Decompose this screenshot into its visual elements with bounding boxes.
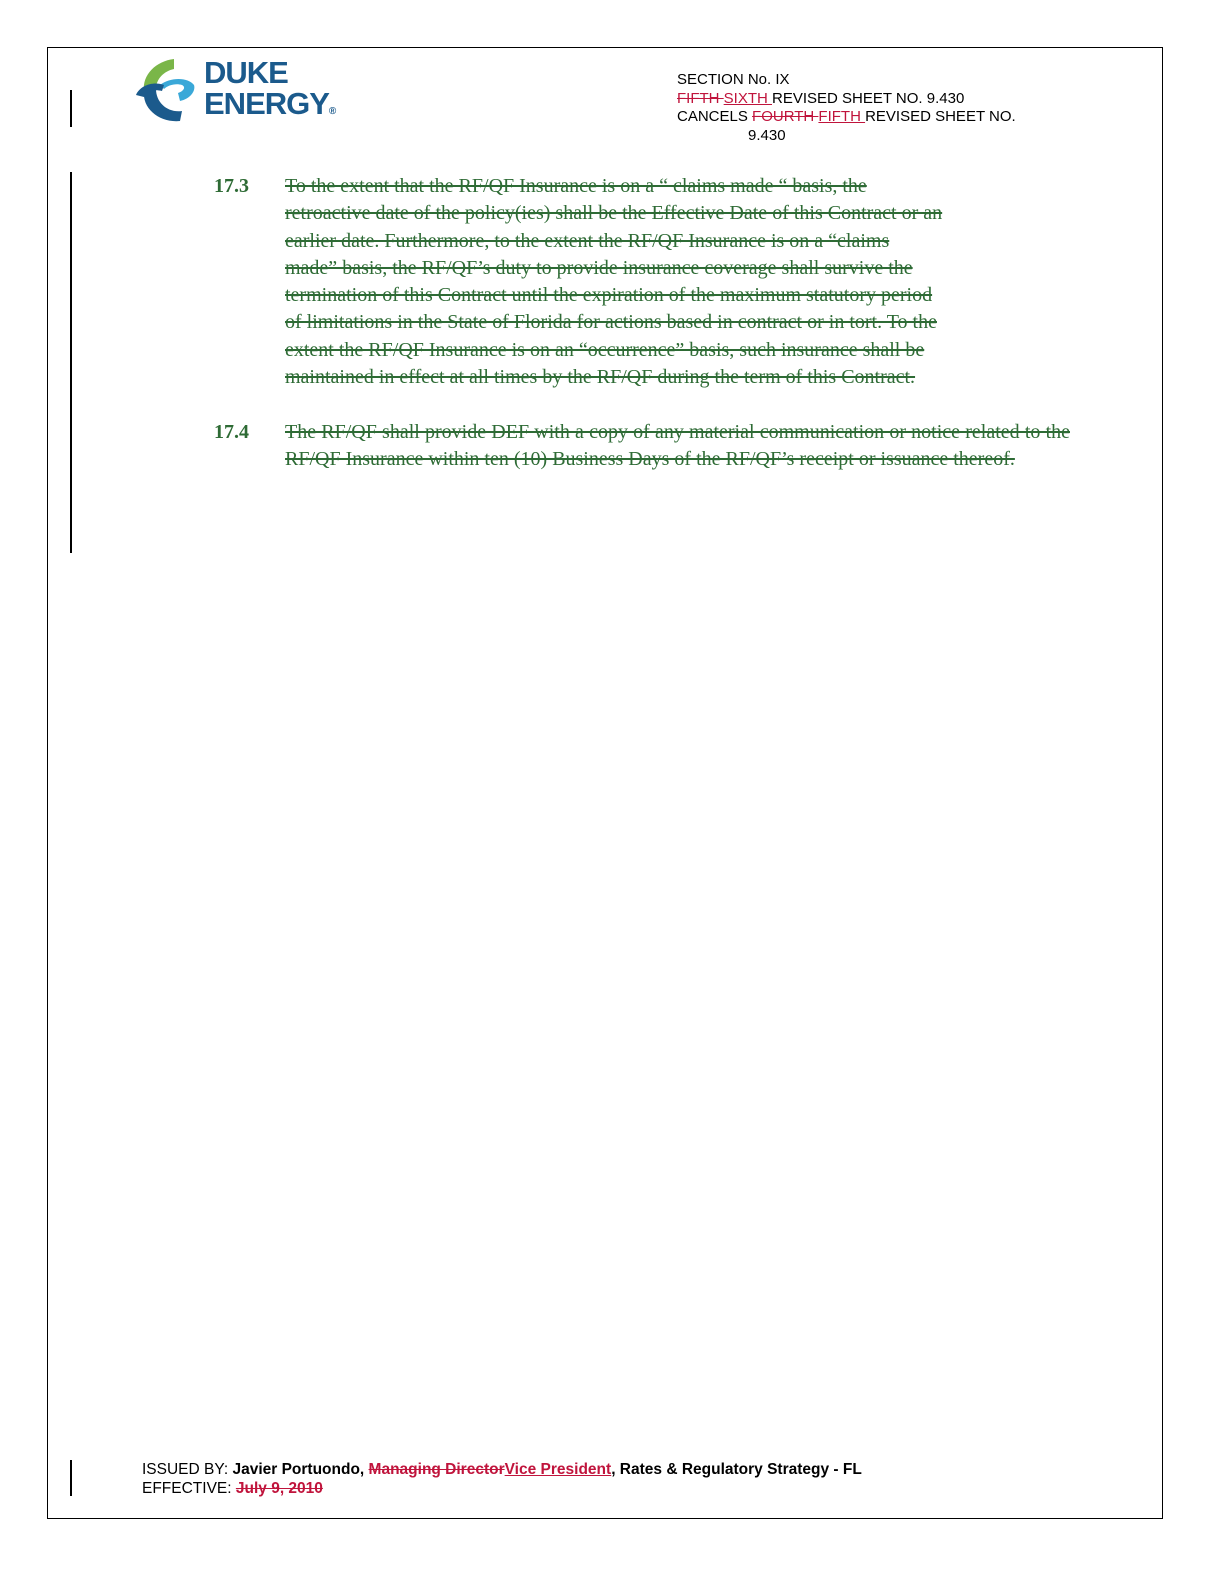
paragraph-text: The RF/QF shall provide DEF with a copy of any material communication or notice related to the RF/QF Insurance within ten (10) Business Days of the RF/QF’s receipt or issuance thereof. [285, 421, 1070, 471]
deleted-title: Managing Director [368, 1461, 505, 1478]
paragraph-line: maintained in effect at all times by the RF/QF during the term of this Contract. [285, 366, 916, 389]
issuer-department: , Rates & Regulatory Strategy - FL [611, 1461, 862, 1478]
section-number: SECTION No. IX [677, 71, 790, 88]
revision-bar-footer [70, 1460, 72, 1496]
duke-energy-logo-icon [134, 55, 204, 125]
inserted-revision: SIXTH [723, 89, 772, 107]
revision-bar-header [70, 90, 72, 127]
paragraph-text [285, 173, 1070, 391]
paragraph-line: of limitations in the State of Florida for actions based in contract or in tort. To the [285, 311, 937, 334]
deleted-effective-date: July 9, 2010 [235, 1480, 323, 1497]
deleted-revision: FIFTH [677, 89, 724, 107]
revised-sheet-text: REVISED SHEET NO. 9.430 [772, 89, 965, 107]
paragraph-line: termination of this Contract until the expiration of the maximum statutory period [285, 284, 933, 307]
paragraph-17-4 [214, 419, 1070, 474]
effective-line [142, 1479, 1042, 1498]
paragraph-17-3 [214, 173, 1070, 391]
cancels-line [677, 108, 1057, 127]
paragraph-line: extent the RF/QF Insurance is on an “occurrence” basis, such insurance shall be [285, 338, 925, 361]
paragraph-line: made” basis, the RF/QF’s duty to provide insurance coverage shall survive the [285, 256, 913, 279]
duke-energy-wordmark [204, 57, 336, 127]
footer [142, 1460, 1042, 1498]
revision-bar-body [70, 172, 72, 553]
paragraph-line: To the extent that the RF/QF Insurance is on a “ claims made “ basis, the [285, 175, 867, 197]
cancels-sheet-text: REVISED SHEET NO. [865, 108, 1016, 125]
issued-by-label: ISSUED BY: [142, 1461, 233, 1478]
sheet-header [677, 71, 1057, 145]
paragraph-line: retroactive date of the policy(ies) shall be the Effective Date of this Contract or an [285, 202, 943, 225]
effective-label: EFFECTIVE: [142, 1480, 236, 1497]
paragraph-number: 17.4 [214, 421, 249, 443]
deleted-cancel-revision: FOURTH [752, 108, 819, 125]
issued-by-line [142, 1460, 1042, 1479]
logo-word-energy: ENERGY [204, 86, 329, 121]
inserted-title: Vice President [504, 1461, 612, 1478]
registered-mark: ® [328, 106, 337, 117]
inserted-cancel-revision: FIFTH [818, 108, 866, 125]
paragraph-line: earlier date. Furthermore, to the extent the RF/QF Insurance is on a “claims [285, 229, 890, 252]
issuer-name: Javier Portuondo, [232, 1461, 369, 1478]
revised-sheet-line [677, 90, 1057, 109]
paragraph-number: 17.3 [214, 175, 249, 197]
cancels-sheet-number: 9.430 [748, 126, 786, 144]
logo-word-duke: DUKE [204, 55, 288, 90]
duke-energy-logo [134, 55, 344, 127]
cancels-label: CANCELS [677, 108, 753, 125]
